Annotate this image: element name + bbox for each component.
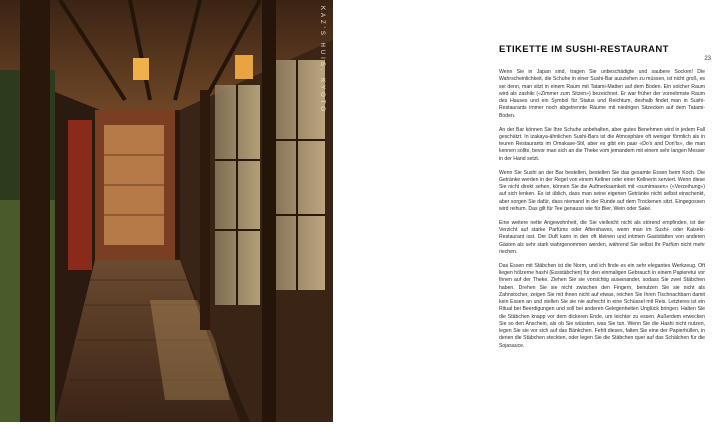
article-body bbox=[499, 69, 705, 357]
photo-caption: KAZ'S HUIS, KYOTO bbox=[319, 6, 325, 115]
photo-corridor-icon bbox=[0, 0, 333, 422]
paragraph-2: An der Bar können Sie Ihre Schuhe anbehalten, aber gutes Benehmen wird in jedem Fall geschätzt. In izakaya-ähnlichen Sushi-Bars ist die Atmosphäre oft weniger förmlich als in teuren Restaurants im Omakase-Stil, aber es gibt ein paar «Do's and Don'ts», die man kennen sollte, bevor man sich an die Theke vom jemandem mit einem sehr langen Messer in der Hand setzt. bbox=[499, 126, 705, 162]
article-title: ETIKETTE IM SUSHI-RESTAURANT bbox=[499, 44, 669, 55]
paragraph-1: Wenn Sie in Japan sind, tragen Sie unbeschädigte und saubere Socken! Die Wahrscheinlichkeit, die Schuhe in einer Sushi-Bar ausziehen zu müssen, ist nicht groß, es sei denn, man sitzt in einem Raum mit Tatami-Matten auf dem Boden. Ein solcher Raum wird als zashiki («Zimmer zum Sitzen») bezeichnet. Er war früher der vornehmste Raum des Hauses und ein Symbol für Status und Reichtum, deshalb findet man in Sushi-Restaurants immer noch abgetrennte Räume mit niedrigen Sitzecken auf dem Tatami-Boden. bbox=[499, 69, 705, 119]
text-page bbox=[333, 0, 720, 429]
corridor-photo bbox=[0, 0, 333, 422]
paragraph-4: Eine weitere nette Angewohnheit, die Sie vielleicht nicht als störend empfinden, ist der Verzicht auf starke Parfüms oder Aftershaves, wenn man im Sushi- oder Kaiseki-Restaurant isst. Der Duft kann in den oft kleinen und intimen Gaststätten von anderen Gästen als sehr stark wahrgenommen werden, während Sie selbst Ihr Parfüm nicht mehr riechen. bbox=[499, 219, 705, 255]
paragraph-5: Das Essen mit Stäbchen ist die Norm, und ich finde es ein sehr elegantes Werkzeug. Oft liegen hölzerne hashi (Essstäbchen) für den einmaligen Gebrauch in einem Papieretui vor Ihnen auf der Theke. Ziehen Sie sie vorsichtig auseinander, sodass Sie zwei Stäbchen haben. Drehen Sie sie nicht zwischen den Fingern, benutzen Sie sie nicht als Zahnstocher, zeigen Sie mit ihnen nicht auf etwas, reichen Sie Ihren Tischnachbarn damit kein Essen an und stellen Sie sie nie aufrecht in eine Schüssel mit Reis. Letzteres ist ein Ritual bei Beerdigungen und soll bei anderen Gelegenheiten Unglück bringen. Halten Sie die Stäbchen knapp vor dem dickeren Ende, um leichter zu essen. Außerdem erwecken Sie so den Anschein, als ob Sie wüssten, was Sie tun. Wenn Sie die Hashi nicht nutzen, legen Sie sie vor sich auf das Bänkchen. Fehlt dieses, falten Sie eine der Papierhüllen, in denen die Stäbchen steckten, oder legen Sie die Stäbchen quer auf das Schälchen für die Sojasauce. bbox=[499, 262, 705, 349]
page-number: 23 bbox=[704, 56, 711, 62]
paragraph-3: Wenn Sie Sushi an der Bar bestellen, bestellen Sie das gesamte Essen beim Koch. Die Getränke werden in der Regel von einem Kellner oder einer Kellnerin serviert. Wenn diese Sie nicht direkt sehen, können Sie die Aufmerksamkeit mit «sumimasen» («Verzeihung») auf sich lenken. Es ist üblich, dass man seine eigenen Getränke nicht selbst einschenkt, aber sorgen Sie dafür, dass niemand in der Runde auf dem Trockenen sitzt. Eingegossen wird reihum. Das gilt für Tee genauso wie für Bier, Wein oder Sake. bbox=[499, 169, 705, 212]
